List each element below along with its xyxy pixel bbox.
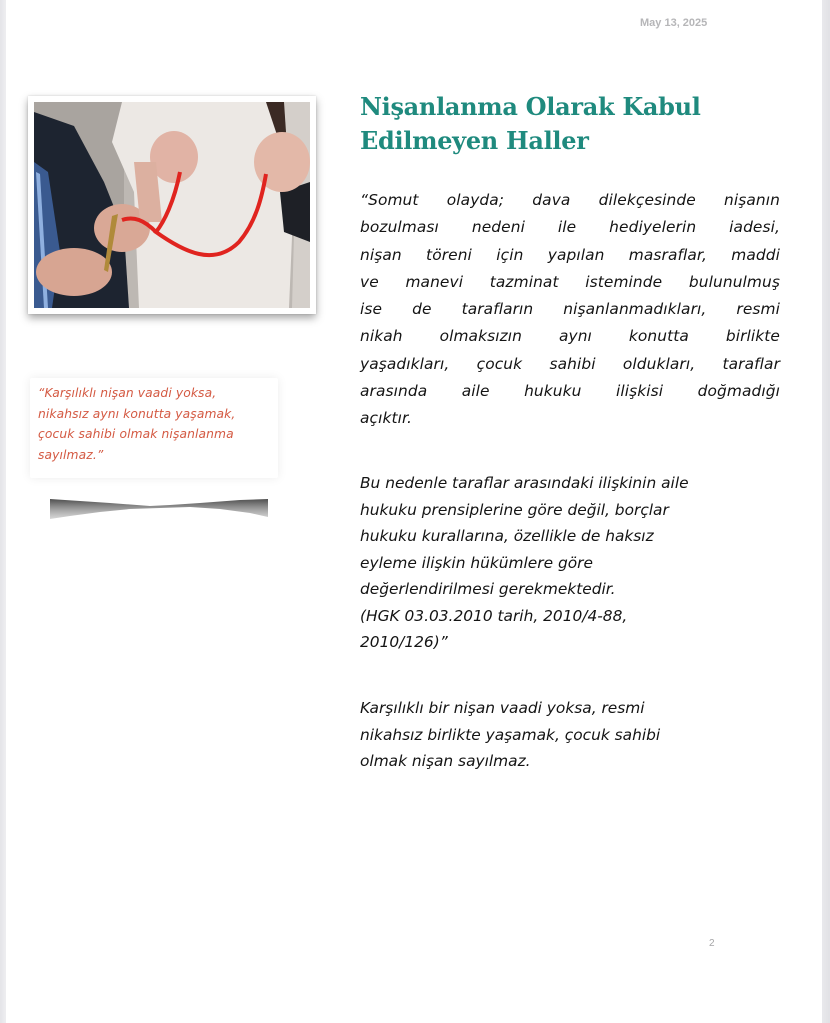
summary-paragraph (360, 695, 780, 775)
paragraph-line: eyleme ilişkin hükümlere göre (360, 553, 593, 572)
page-edge-right (822, 0, 830, 1023)
paragraph-line: nikahsız birlikte yaşamak, çocuk sahibi (360, 725, 661, 744)
paragraph-line: hukuku kurallarına, özellikle de haksız (360, 527, 654, 545)
photo-frame (28, 96, 316, 314)
paragraph-line: arasında aile hukuku ilişkisi doğmadığı (360, 382, 780, 401)
paragraph-line: nikah olmaksızın aynı konutta birlikte (360, 327, 780, 346)
paragraph-line: Karşılıklı bir nişan vaadi yoksa, resmi (360, 699, 645, 717)
page-date: May 13, 2025 (640, 17, 708, 29)
paragraph-line: ve manevi tazminat isteminde bulunulmuş (360, 272, 780, 291)
torn-paper-shadow (50, 497, 268, 521)
page-edge-left (0, 0, 6, 1023)
paragraph-line: 2010/126)” (360, 633, 448, 651)
paragraph-line: ise de tarafların nişanlanmadıkları, resmi (360, 300, 780, 319)
court-quote-paragraph (360, 187, 780, 433)
pull-quote (38, 383, 278, 465)
paragraph-line: Bu nedenle taraflar arasındaki ilişkinin aile (360, 474, 689, 492)
pull-quote-line: sayılmaz.” (38, 447, 104, 462)
hand-lower (36, 248, 112, 296)
article-title (360, 90, 800, 158)
pull-quote-line: çocuk sahibi olmak nişanlanma (38, 427, 234, 441)
paragraph-line: olmak nişan sayılmaz. (360, 752, 531, 770)
pull-quote-card (30, 378, 278, 478)
title-line: Nişanlanma Olarak Kabul (360, 92, 701, 121)
paragraph-line: nişan töreni için yapılan masraflar, maddi (360, 245, 780, 264)
paragraph-line: açıktır. (360, 409, 412, 428)
pull-quote-line: nikahsız aynı konutta yaşamak, (38, 406, 236, 421)
paragraph-line: hukuku prensiplerine göre değil, borçlar (360, 500, 669, 519)
pull-quote-line: “Karşılıklı nişan vaadi yoksa, (38, 386, 217, 400)
paragraph-line: bozulması nedeni ile hediyelerin iadesi, (360, 218, 780, 237)
photo-illustration (34, 102, 310, 308)
ribbon-ceremony-photo (34, 102, 310, 308)
paragraph-line: (HGK 03.03.2010 tarih, 2010/4-88, (360, 606, 628, 625)
paragraph-line: yaşadıkları, çocuk sahibi oldukları, taraflar (360, 354, 780, 373)
title-line: Edilmeyen Haller (360, 126, 589, 155)
court-ruling-paragraph (360, 470, 780, 656)
paragraph-line: değerlendirilmesi gerekmektedir. (360, 580, 616, 598)
paragraph-line: “Somut olayda; dava dilekçesinde nişanın (360, 191, 780, 209)
page-number: 2 (709, 938, 715, 949)
